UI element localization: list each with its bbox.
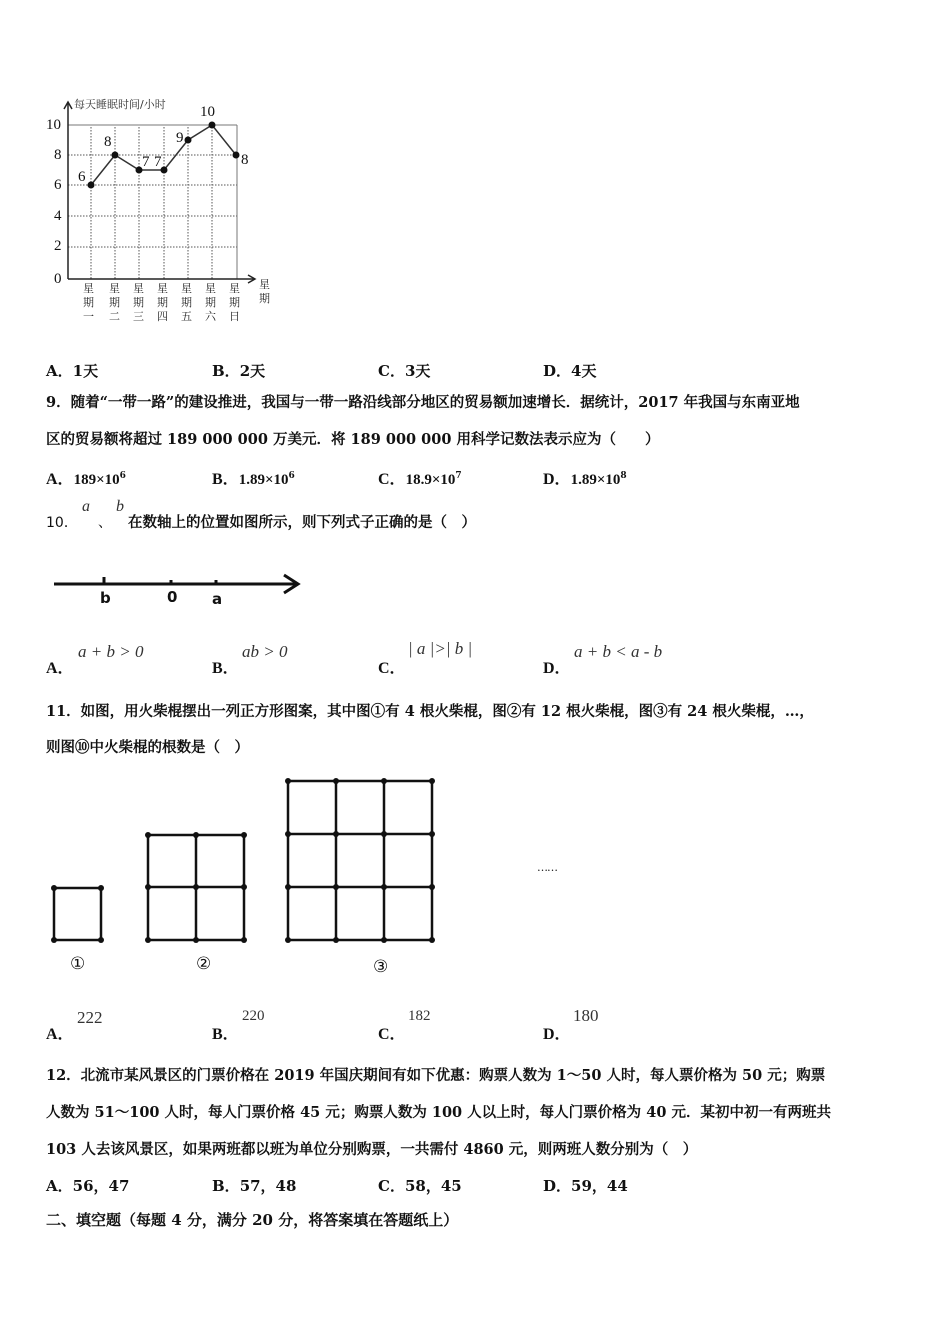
q9-option-b[interactable]: B．$1.89\times 10^6$ <box>212 471 295 488</box>
q10-stem-text: 在数轴上的位置如图所示，则下列式子正确的是（ ） <box>128 514 476 531</box>
q12-option-c[interactable]: C．58，45 <box>378 1177 462 1195</box>
y-tick-6: 6 <box>54 177 62 193</box>
q12-option-d[interactable]: D．59，44 <box>543 1177 628 1195</box>
matchstick-figures <box>40 765 610 985</box>
q10-option-a[interactable]: A． a + b > 0 <box>46 642 144 677</box>
q11-option-c[interactable]: C． 182 <box>378 1008 431 1043</box>
x-tick-tue: 星 期 二 <box>109 282 120 323</box>
y-tick-8: 8 <box>54 147 62 163</box>
figure-3-grid <box>288 781 432 940</box>
x-tick-sun: 星 期 日 <box>229 282 240 323</box>
q9-stem-line2: 区的贸易额将超过 189 000 000 万美元．将 189 000 000 用科学记数法表示应为（ ） <box>46 431 660 448</box>
y-tick-10: 10 <box>46 117 61 133</box>
q8-option-b[interactable]: B．2天 <box>212 362 266 380</box>
q11-option-b[interactable]: B． 220 <box>212 1008 265 1043</box>
point-label-wed: 7 <box>142 154 150 170</box>
q10-number: 10． <box>46 515 78 531</box>
q12-stem-line3: 103 人去该风景区，如果两班都以班为单位分别购票，一共需付 4860 元，则两班人数分别为（ ） <box>46 1141 698 1158</box>
chart-grid <box>68 127 237 279</box>
x-tick-mon: 星 期 一 <box>83 282 94 323</box>
figures-ellipsis: …… <box>537 861 557 874</box>
x-axis-title: 星 期 <box>259 278 270 305</box>
y-tick-2: 2 <box>54 238 62 254</box>
q9-stem-line1: 9．随着“一带一路”的建设推进，我国与一带一路沿线部分地区的贸易额加速增长．据统计，2017 年我国与东南亚地 <box>46 394 800 411</box>
q10-option-b[interactable]: B． ab > 0 <box>212 642 288 677</box>
figure-1-grid <box>54 888 101 940</box>
point-label-sat: 10 <box>200 104 215 120</box>
q8-option-c[interactable]: C．3天 <box>378 362 431 380</box>
q11-stem-line2: 则图⑩中火柴棍的根数是（ ） <box>46 739 249 756</box>
chart-axes <box>64 102 255 283</box>
q11-option-a[interactable]: A． 222 <box>46 1008 103 1043</box>
y-tick-4: 4 <box>54 208 62 224</box>
section-2-title: 二、填空题（每题 4 分，满分 20 分，将答案填在答题纸上） <box>46 1211 459 1229</box>
figure-3-label: ③ <box>373 957 389 977</box>
q9-option-a[interactable]: A．$189\times 10^6$ <box>46 471 126 488</box>
point-label-thu: 7 <box>154 154 162 170</box>
q10-separator: 、 <box>98 515 112 531</box>
number-line <box>50 568 310 613</box>
figure-1-label: ① <box>70 954 86 974</box>
q12-option-b[interactable]: B．57，48 <box>212 1177 297 1195</box>
x-tick-labels <box>83 278 283 332</box>
q12-stem-line1: 12．北流市某风景区的门票价格在 2019 年国庆期间有如下优惠：购票人数为 1～50 人时，每人票价格为 50 元；购票 <box>46 1067 826 1084</box>
x-tick-fri: 星 期 五 <box>181 282 192 323</box>
q11-stem-line1: 11．如图，用火柴棍摆出一列正方形图案，其中图①有 4 根火柴棍，图②有 12 根火柴棍，图③有 24 根火柴棍，…， <box>46 703 814 720</box>
y-axis-title: 每天睡眠时间/小时 <box>74 98 166 111</box>
q8-option-a[interactable]: A．1天 <box>46 362 99 380</box>
q10-option-d[interactable]: D． a + b < a - b <box>543 642 663 677</box>
x-tick-wed: 星 期 三 <box>133 282 144 323</box>
point-label-tue: 8 <box>104 134 112 150</box>
number-line-label-b: b <box>100 589 111 607</box>
q12-stem-line2: 人数为 51～100 人时，每人门票价格 45 元；购票人数为 100 人以上时，每人门票价格为 40 元．某初中初一有两班共 <box>46 1104 831 1121</box>
q12-option-a[interactable]: A．56，47 <box>46 1177 130 1195</box>
q11-option-d[interactable]: D． 180 <box>543 1006 599 1043</box>
q10-var-a: a <box>82 498 90 515</box>
x-tick-thu: 星 期 四 <box>157 282 168 323</box>
figure-2-label: ② <box>196 954 212 974</box>
q9-option-d[interactable]: D．$1.89\times 10^8$ <box>543 471 627 488</box>
q10-stem <box>46 498 646 538</box>
number-line-label-a: a <box>212 590 223 608</box>
q8-option-d[interactable]: D．4天 <box>543 362 597 380</box>
number-line-label-zero: 0 <box>167 588 178 606</box>
x-tick-sat: 星 期 六 <box>205 282 216 323</box>
q10-option-c[interactable]: C． | a |>| b | <box>378 639 473 677</box>
q10-var-b: b <box>116 498 124 515</box>
point-label-fri: 9 <box>176 130 184 146</box>
point-label-mon: 6 <box>78 169 86 185</box>
point-label-sun: 8 <box>241 152 249 168</box>
sleep-time-line-chart <box>40 92 290 332</box>
y-tick-0: 0 <box>54 271 62 287</box>
q9-option-c[interactable]: C．$18.9\times 10^7$ <box>378 471 462 488</box>
